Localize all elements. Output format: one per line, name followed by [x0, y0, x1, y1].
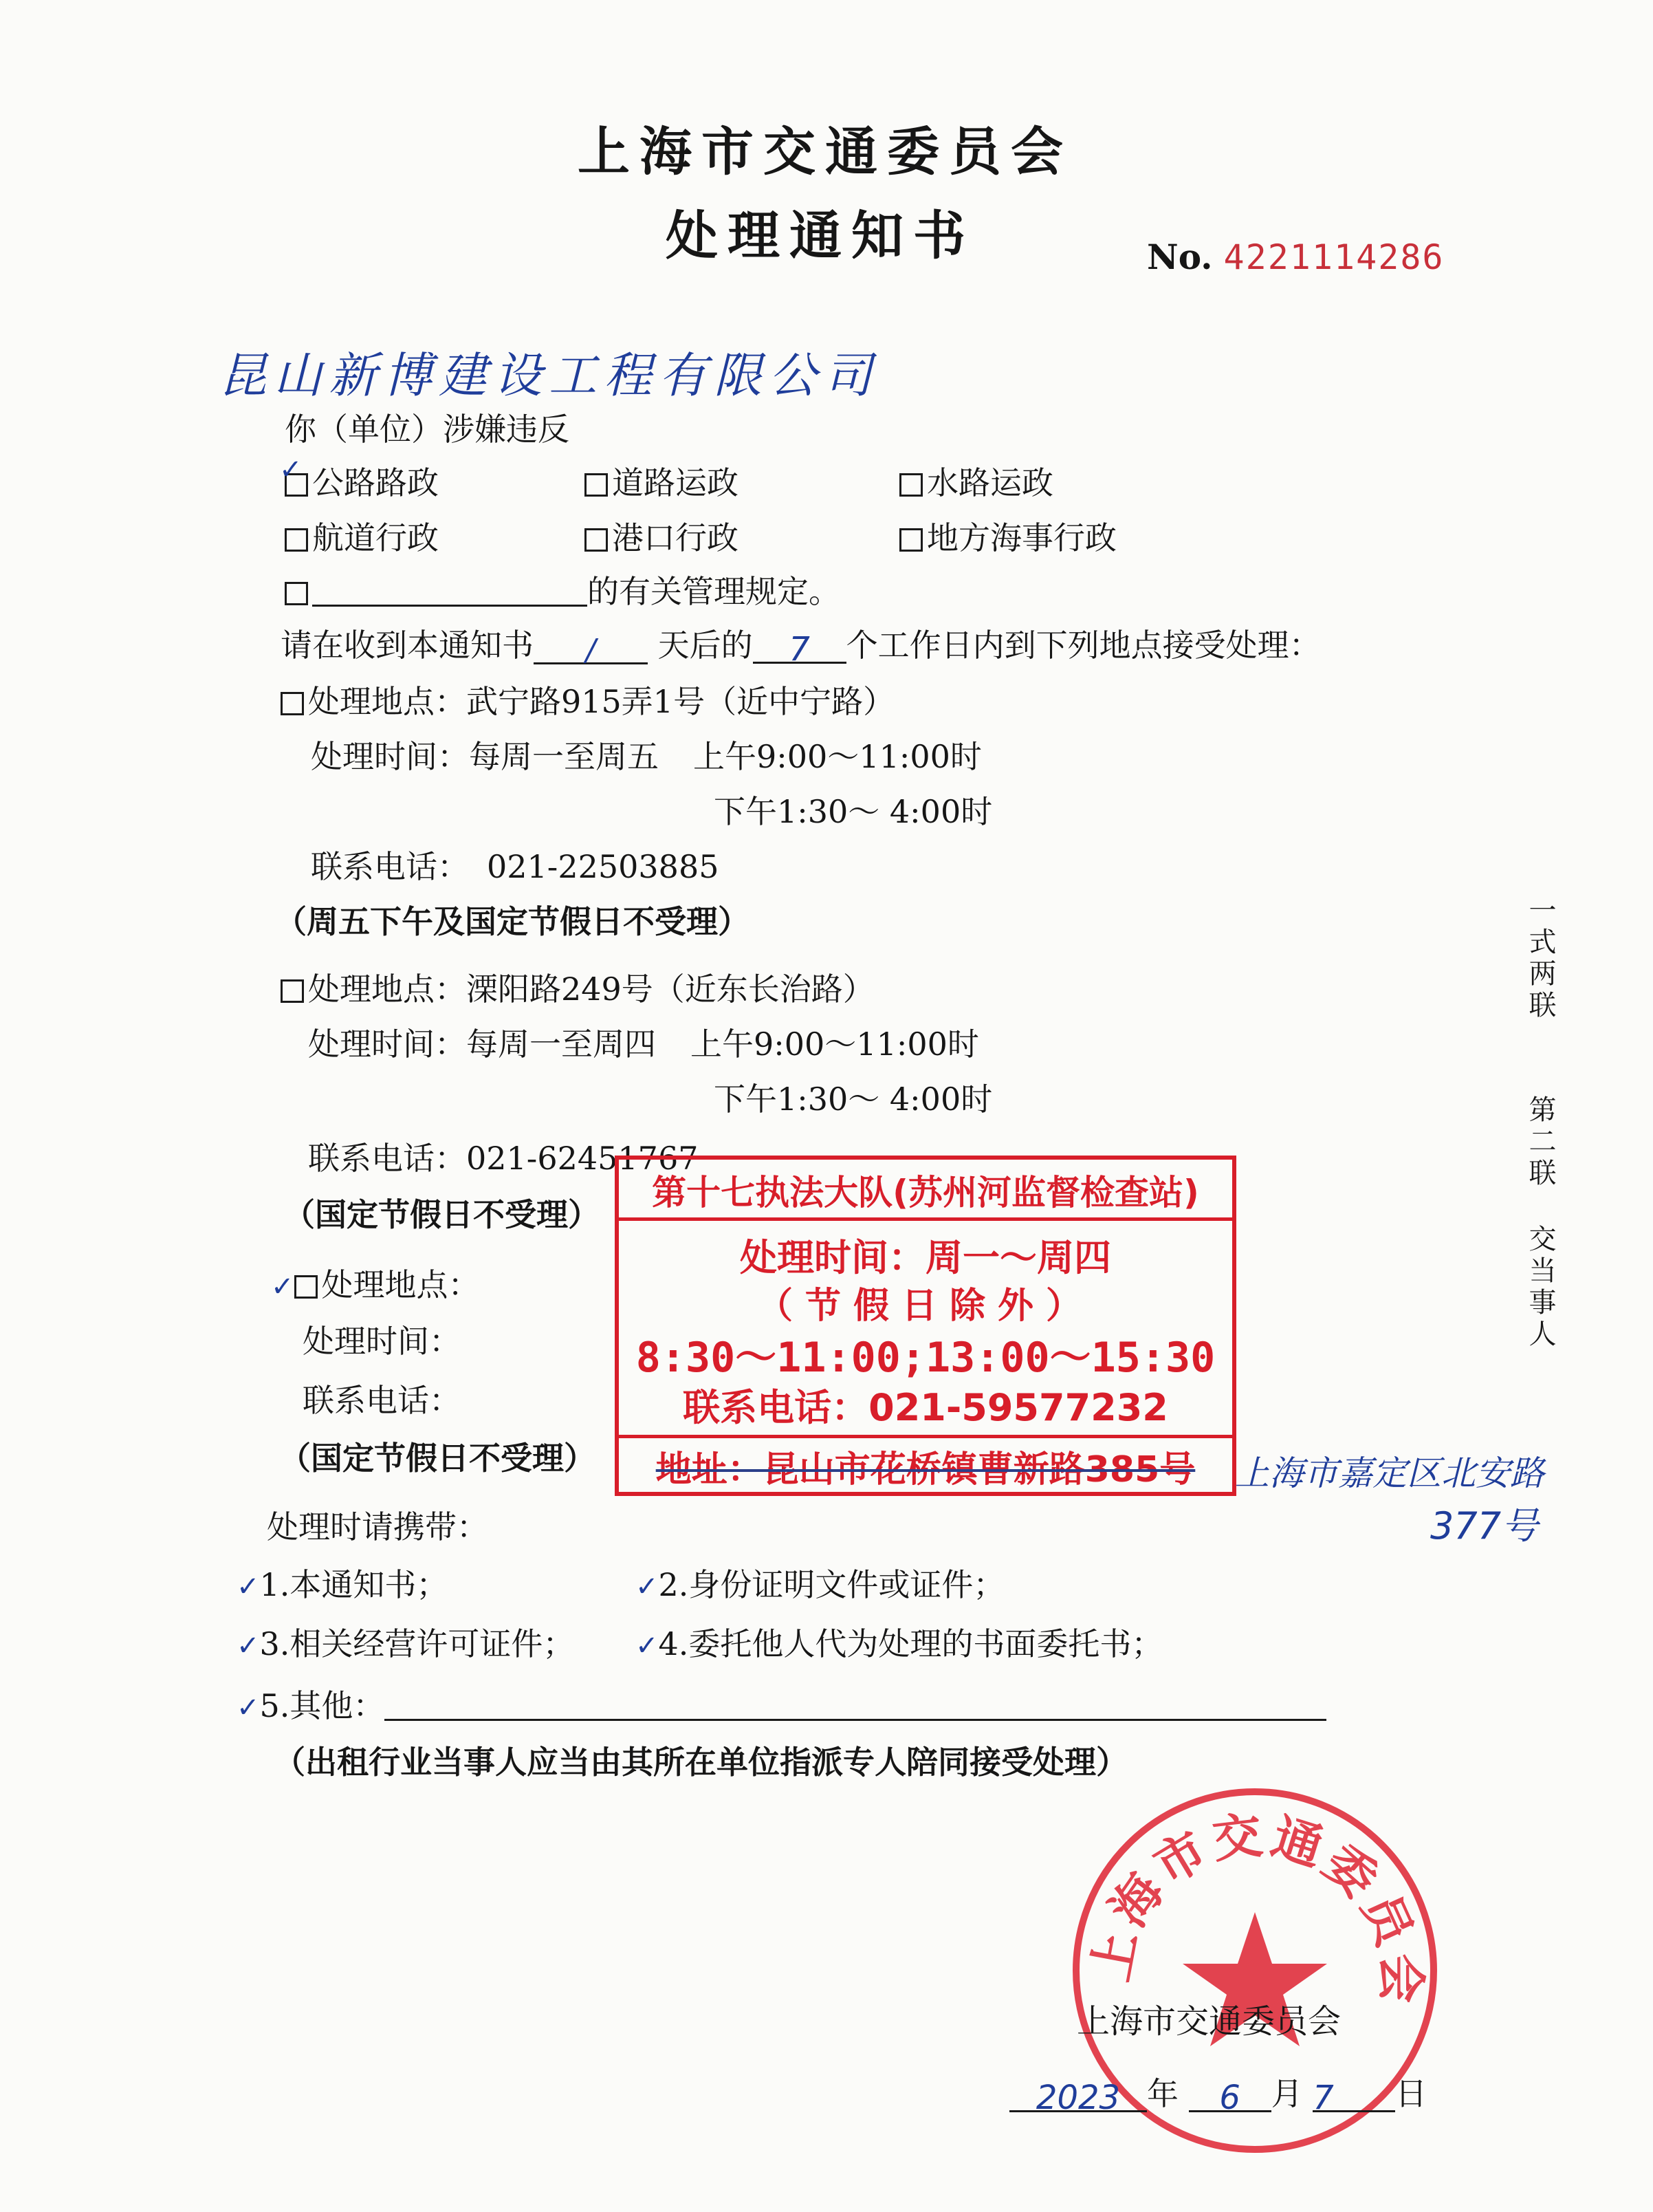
checkbox[interactable]: [584, 528, 608, 552]
signature-org: 上海市交通委员会: [1077, 2002, 1342, 2041]
date-day-field[interactable]: 7: [1313, 2079, 1395, 2112]
location-1-time-pm: 下午1:30～ 4:00时: [714, 793, 993, 830]
check-mark-icon: ✓: [237, 1630, 260, 1662]
instruction-line: 请在收到本通知书 / 天后的 7 个工作日内到下列地点接受处理：: [281, 627, 1321, 669]
bring-item-2: ✓2.身份证明文件或证件；: [635, 1566, 1005, 1603]
checkbox[interactable]: [899, 473, 923, 497]
category-other[interactable]: [285, 567, 840, 612]
recipient-name: 昆山新博建设工程有限公司: [219, 347, 879, 404]
category-waterway-transport[interactable]: 水路运政: [899, 458, 1053, 503]
workdays-blank[interactable]: 7: [753, 630, 846, 664]
handwritten-address-2: 377号: [1430, 1504, 1539, 1548]
stamp-line-1: 第十七执法大队(苏州河监督检查站): [652, 1173, 1199, 1213]
category-road[interactable]: 公路路政 ✓: [279, 454, 439, 501]
serial-label: No.: [1147, 237, 1213, 277]
bring-title: 处理时请携带：: [267, 1508, 488, 1546]
location-2-time: 处理时间：每周一至周四 上午9:00～11:00时: [308, 1026, 979, 1063]
copy-note-2: 第二联: [1524, 1095, 1556, 1190]
date-month-field[interactable]: 6: [1189, 2079, 1271, 2112]
location-1-time: 处理时间：每周一至周五 上午9:00～11:00时: [311, 738, 982, 775]
other-rule-blank[interactable]: [312, 573, 587, 607]
stamp-line-5: 联系电话：021-59577232: [683, 1386, 1168, 1429]
checkbox[interactable]: [294, 1275, 318, 1299]
checkbox[interactable]: [584, 473, 608, 497]
stamp-divider: [615, 1435, 1236, 1438]
category-port[interactable]: 港口行政: [584, 513, 738, 559]
checkbox[interactable]: [285, 582, 308, 605]
bring-item-3: ✓3.相关经营许可证件；: [237, 1625, 575, 1662]
location-3[interactable]: ✓ 处理地点：: [271, 1266, 480, 1303]
location-1[interactable]: 处理地点：武宁路915弄1号（近中宁路）: [281, 677, 895, 722]
seal-arc-text: 上海市交通委员会: [1081, 1805, 1430, 2008]
stamp-line-3: （节假日除外）: [756, 1286, 1094, 1327]
other-rule-suffix: 的有关管理规定。: [587, 573, 840, 610]
taxi-note: （出租行业当事人应当由其所在单位指派专人陪同接受处理）: [274, 1744, 1128, 1781]
check-mark-icon: ✓: [237, 1571, 260, 1603]
checkbox[interactable]: [899, 528, 923, 552]
copy-note-3: 交当事人: [1524, 1224, 1556, 1351]
date-year-field[interactable]: 2023: [1009, 2079, 1147, 2112]
location-3-time: 处理时间：: [303, 1323, 461, 1360]
enforcement-stamp: [615, 1156, 1236, 1496]
stamp-line-4: 8:30～11:00;13:00～15:30: [635, 1334, 1216, 1382]
bring-item-4: ✓4.委托他人代为处理的书面委托书；: [635, 1625, 1163, 1662]
check-mark-icon: ✓: [635, 1630, 659, 1662]
check-mark-icon: ✓: [271, 1271, 294, 1303]
handwritten-address-1: 上海市嘉定区北安路: [1235, 1453, 1544, 1493]
location-2-note: （国定节假日不受理）: [283, 1196, 600, 1233]
check-mark-icon: ✓: [279, 454, 303, 486]
checkbox[interactable]: [281, 692, 304, 715]
bring-item-1: ✓1.本通知书；: [237, 1566, 448, 1603]
checkbox[interactable]: [285, 528, 308, 552]
days-blank[interactable]: /: [534, 631, 648, 664]
org-title: 上海市交通委员会: [578, 121, 1073, 182]
location-2-phone: 联系电话：021-62451767: [308, 1140, 699, 1177]
location-address: 武宁路915弄1号（近中宁路）: [466, 683, 895, 720]
checkbox[interactable]: [281, 979, 304, 1003]
stamp-line-2: 处理时间：周一～周四: [740, 1236, 1111, 1279]
location-3-phone: 联系电话：: [303, 1382, 461, 1419]
doc-title: 处理通知书: [666, 205, 975, 266]
check-mark-icon: ✓: [635, 1571, 659, 1603]
check-mark-icon: ✓: [237, 1692, 260, 1724]
serial-value: 4221114286: [1223, 237, 1445, 277]
intro-text: 你（单位）涉嫌违反: [285, 411, 569, 448]
location-2-time-pm: 下午1:30～ 4:00时: [714, 1081, 993, 1118]
stamp-divider: [615, 1217, 1236, 1221]
category-channel[interactable]: 航道行政: [285, 513, 439, 559]
category-maritime[interactable]: 地方海事行政: [899, 513, 1117, 559]
bring-item-5: ✓5.其他：: [237, 1681, 1326, 1726]
serial-number: [1147, 237, 1445, 277]
category-road-transport[interactable]: 道路运政: [584, 458, 738, 503]
location-1-note: （周五下午及国定节假日不受理）: [275, 903, 749, 940]
location-address: 溧阳路249号（近东长治路）: [466, 971, 875, 1008]
location-1-phone: 联系电话： 021-22503885: [311, 848, 719, 885]
copy-note-1: 一式两联: [1524, 896, 1556, 1022]
location-3-note: （国定节假日不受理）: [279, 1440, 595, 1477]
location-2[interactable]: 处理地点：溧阳路249号（近东长治路）: [281, 964, 875, 1010]
other-items-blank[interactable]: [384, 1687, 1326, 1721]
signature-date: 2023 年 6 月 7 日: [1009, 2069, 1427, 2114]
stamp-line-6: 地址：昆山市花桥镇曹新路385号: [655, 1449, 1196, 1490]
